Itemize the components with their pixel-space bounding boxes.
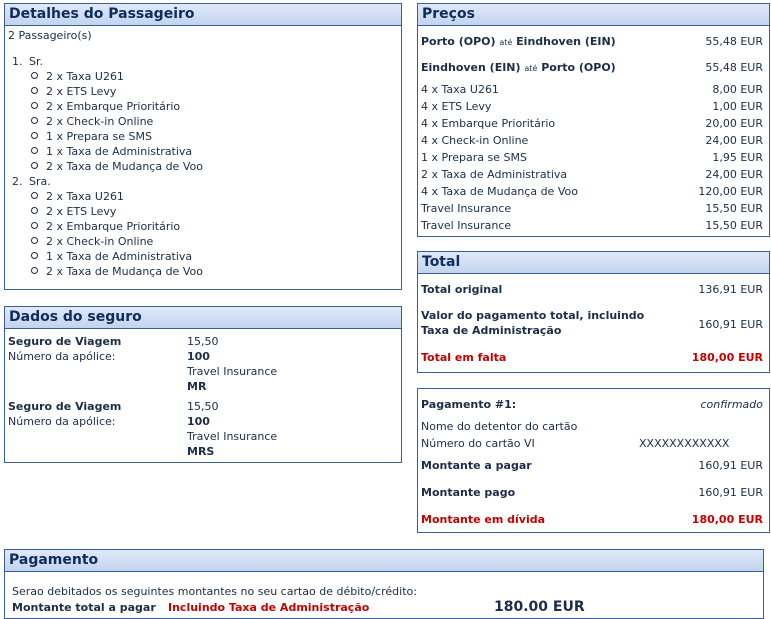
- price-line-amount: 8,00 EUR: [712, 83, 763, 96]
- passenger-fee-item: [31, 130, 152, 143]
- insurance-amount: 15,50: [187, 400, 219, 413]
- total-payment-label: Valor do pagamento total, incluindo: [421, 309, 645, 322]
- total-payment-amount: 160,91 EUR: [698, 318, 763, 331]
- bullet-icon: [31, 252, 38, 259]
- flight-destination: Eindhoven (EIN): [516, 35, 616, 48]
- amount-due-value: 180,00 EUR: [691, 513, 763, 526]
- price-line-label: 1 x Prepara se SMS: [421, 151, 527, 164]
- flight-amount: 55,48 EUR: [705, 61, 763, 74]
- total-title: Total: [418, 252, 769, 274]
- passenger-fee-item: [31, 205, 116, 218]
- payment-title: Pagamento: [5, 550, 763, 572]
- passenger-name: Sr.: [29, 55, 43, 68]
- payment-detail-box: [417, 388, 770, 533]
- price-line-label: 4 x Check-in Online: [421, 134, 529, 147]
- amount-due-label: Montante em dívida: [421, 513, 546, 526]
- bullet-icon: [31, 207, 38, 214]
- passenger-fee-label: 2 x Check-in Online: [46, 235, 154, 248]
- passenger-fee-item: [31, 220, 180, 233]
- passenger-fee-label: 2 x Embarque Prioritário: [46, 220, 181, 233]
- passenger-fee-item: [31, 235, 153, 248]
- card-holder-label: Nome do detentor do cartão: [421, 420, 578, 433]
- passenger-fee-label: 1 x Prepara se SMS: [46, 130, 152, 143]
- price-line-amount: 15,50 EUR: [705, 219, 763, 232]
- price-line-label: 2 x Taxa de Administrativa: [421, 168, 568, 181]
- bullet-icon: [31, 87, 38, 94]
- passenger-fee-label: 2 x ETS Levy: [46, 85, 117, 98]
- price-line-amount: 24,00 EUR: [705, 134, 763, 147]
- passenger-fee-item: [31, 250, 192, 263]
- insurance-amount: 15,50: [187, 335, 219, 348]
- passenger-fee-item: [31, 190, 124, 203]
- price-line-label: Travel Insurance: [421, 219, 512, 232]
- payment-number-label: Pagamento #1:: [421, 398, 517, 411]
- amount-to-pay-value: 160,91 EUR: [698, 459, 763, 472]
- price-line-label: Travel Insurance: [421, 202, 512, 215]
- price-line-amount: 15,50 EUR: [705, 202, 763, 215]
- passenger-fee-label: 2 x Taxa U261: [46, 190, 124, 203]
- price-line-label: 4 x Embarque Prioritário: [421, 117, 556, 130]
- payment-notice: Serao debitados os seguintes montantes no seu cartao de débito/crédito:: [12, 585, 417, 598]
- bullet-icon: [31, 162, 38, 169]
- total-missing-label: Total em falta: [421, 351, 507, 364]
- passenger-fee-label: 1 x Taxa de Administrativa: [46, 250, 193, 263]
- bullet-icon: [31, 237, 38, 244]
- insurance-label: Seguro de Viagem: [8, 335, 122, 348]
- bullet-icon: [31, 132, 38, 139]
- passenger-details-title: Detalhes do Passageiro: [5, 4, 401, 26]
- payment-total-note: Incluindo Taxa de Administração: [168, 601, 370, 614]
- policy-number: 100: [187, 350, 210, 363]
- total-payment-label-2: Taxa de Administração: [421, 324, 562, 337]
- price-line-amount: 24,00 EUR: [705, 168, 763, 181]
- passenger-fee-label: 1 x Taxa de Administrativa: [46, 145, 193, 158]
- bullet-icon: [31, 147, 38, 154]
- price-line-amount: 120,00 EUR: [698, 185, 763, 198]
- insurance-panel: [4, 306, 402, 463]
- passenger-details-panel: [4, 3, 402, 290]
- flight-separator: até: [524, 64, 538, 73]
- passenger-number: 1.: [12, 55, 23, 68]
- payment-total-label: Montante total a pagar: [12, 601, 156, 614]
- passenger-fee-item: [31, 160, 203, 173]
- flight-separator: até: [499, 38, 513, 47]
- prices-panel: [417, 3, 770, 237]
- insurance-holder: MR: [187, 380, 207, 393]
- price-line-label: 4 x ETS Levy: [421, 100, 492, 113]
- payment-panel: [4, 549, 764, 619]
- passenger-count: 2 Passageiro(s): [8, 29, 92, 42]
- total-missing-amount: 180,00 EUR: [691, 351, 763, 364]
- passenger-name: Sra.: [29, 175, 51, 188]
- price-line-label: 4 x Taxa de Mudança de Voo: [421, 185, 578, 198]
- bullet-icon: [31, 192, 38, 199]
- flight-origin: Eindhoven (EIN): [421, 61, 521, 74]
- passenger-fee-label: 2 x Taxa de Mudança de Voo: [46, 160, 203, 173]
- card-number-value: XXXXXXXXXXXX: [639, 437, 730, 450]
- passenger-fee-item: [31, 145, 192, 158]
- passenger-fee-item: [31, 70, 124, 83]
- passenger-fee-item: [31, 100, 180, 113]
- policy-number: 100: [187, 415, 210, 428]
- flight-route: [421, 61, 616, 74]
- card-number-label: Número do cartão VI: [421, 437, 535, 450]
- price-line-amount: 20,00 EUR: [705, 117, 763, 130]
- prices-title: Preços: [418, 4, 769, 26]
- bullet-icon: [31, 102, 38, 109]
- amount-paid-label: Montante pago: [421, 486, 516, 499]
- price-line-amount: 1,00 EUR: [712, 100, 763, 113]
- flight-origin: Porto (OPO): [421, 35, 496, 48]
- passenger-fee-item: [31, 265, 203, 278]
- passenger-fee-label: 2 x Check-in Online: [46, 115, 154, 128]
- flight-route: [421, 35, 616, 48]
- policy-label: Número da apólice:: [8, 350, 116, 363]
- passenger-fee-item: [31, 85, 116, 98]
- bullet-icon: [31, 117, 38, 124]
- price-line-amount: 1,95 EUR: [712, 151, 763, 164]
- bullet-icon: [31, 222, 38, 229]
- passenger-number: 2.: [12, 175, 23, 188]
- total-original-label: Total original: [421, 283, 503, 296]
- amount-paid-value: 160,91 EUR: [698, 486, 763, 499]
- insurance-label: Seguro de Viagem: [8, 400, 122, 413]
- bullet-icon: [31, 267, 38, 274]
- insurance-product: Travel Insurance: [187, 365, 278, 378]
- total-original-amount: 136,91 EUR: [698, 283, 763, 296]
- insurance-title: Dados do seguro: [5, 307, 401, 329]
- payment-total-amount: 180.00 EUR: [494, 599, 585, 615]
- passenger-fee-label: 2 x Taxa U261: [46, 70, 124, 83]
- payment-status: confirmado: [700, 398, 763, 411]
- insurance-holder: MRS: [187, 445, 215, 458]
- flight-amount: 55,48 EUR: [705, 35, 763, 48]
- total-panel: [417, 251, 770, 373]
- passenger-fee-label: 2 x Taxa de Mudança de Voo: [46, 265, 203, 278]
- policy-label: Número da apólice:: [8, 415, 116, 428]
- bullet-icon: [31, 72, 38, 79]
- price-line-label: 4 x Taxa U261: [421, 83, 499, 96]
- flight-destination: Porto (OPO): [541, 61, 616, 74]
- passenger-fee-item: [31, 115, 153, 128]
- insurance-product: Travel Insurance: [187, 430, 278, 443]
- passenger-fee-label: 2 x ETS Levy: [46, 205, 117, 218]
- passenger-fee-label: 2 x Embarque Prioritário: [46, 100, 181, 113]
- amount-to-pay-label: Montante a pagar: [421, 459, 532, 472]
